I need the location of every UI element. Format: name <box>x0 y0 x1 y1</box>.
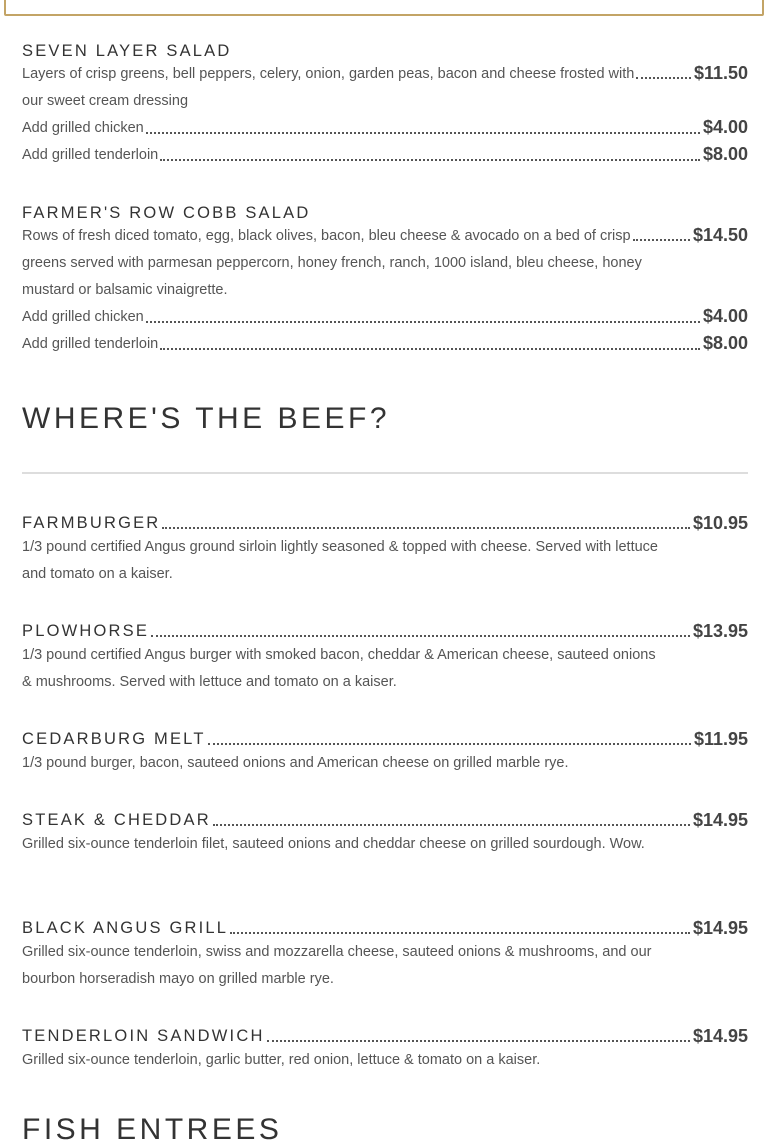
addon-label: Add grilled tenderloin <box>22 147 159 163</box>
dot-leader <box>230 932 690 934</box>
item-price: $14.95 <box>692 810 748 830</box>
dot-leader <box>208 743 691 745</box>
item-description: Grilled six-ounce tenderloin filet, sauteed onions and cheddar cheese on grilled sourdough. Wow. <box>22 836 645 852</box>
item-name: FARMER'S ROW COBB SALAD <box>22 204 311 222</box>
menu-item-plowhorse <box>22 620 748 696</box>
menu-item-tenderloin-sandwich <box>22 1025 748 1074</box>
item-name: STEAK & CHEDDAR <box>22 811 211 829</box>
dot-leader <box>160 159 700 161</box>
item-price: $14.95 <box>692 1026 748 1046</box>
item-description: 1/3 pound certified Angus burger with smoked bacon, cheddar & American cheese, sauteed onions & mushrooms. Served with lettuce and tomato on a kaiser. <box>22 647 656 690</box>
item-price: $11.95 <box>693 729 748 749</box>
dot-leader <box>146 132 700 134</box>
menu-item-cedarburg-melt <box>22 728 748 777</box>
item-name: PLOWHORSE <box>22 622 150 640</box>
addon-label: Add grilled tenderloin <box>22 336 159 352</box>
item-description: 1/3 pound certified Angus ground sirloin lightly seasoned & topped with cheese. Served with lettuce and tomato on a kaiser. <box>22 539 658 582</box>
item-description-continued: our sweet cream dressing <box>22 93 189 109</box>
dot-leader <box>213 824 690 826</box>
dot-leader <box>633 239 690 241</box>
addon-price: $4.00 <box>702 306 748 326</box>
item-price: $14.95 <box>692 918 748 938</box>
section-title-fish-entrees: FISH ENTREES <box>22 1113 283 1146</box>
menu-item-farmburger <box>22 512 748 588</box>
item-description: 1/3 pound burger, bacon, sauteed onions and American cheese on grilled marble rye. <box>22 755 569 771</box>
dot-leader <box>162 527 690 529</box>
section-title-beef: WHERE'S THE BEEF? <box>22 402 391 435</box>
menu-item-steak-cheddar <box>22 809 748 858</box>
item-name: BLACK ANGUS GRILL <box>22 919 229 937</box>
item-name: TENDERLOIN SANDWICH <box>22 1027 265 1045</box>
item-price: $14.50 <box>692 225 748 245</box>
addon-row <box>22 331 748 358</box>
addon-label: Add grilled chicken <box>22 309 144 325</box>
item-name: CEDARBURG MELT <box>22 730 206 748</box>
dot-leader <box>267 1040 690 1042</box>
addon-row <box>22 142 748 169</box>
menu-item-black-angus-grill <box>22 917 748 993</box>
addon-price: $8.00 <box>702 144 748 164</box>
addon-row <box>22 304 748 331</box>
dot-leader <box>151 635 690 637</box>
item-name: SEVEN LAYER SALAD <box>22 42 232 60</box>
item-description: Layers of crisp greens, bell peppers, celery, onion, garden peas, bacon and cheese frosted with <box>22 66 635 82</box>
addon-price: $4.00 <box>702 117 748 137</box>
section-divider <box>22 472 748 474</box>
item-description-continued: greens served with parmesan peppercorn, honey french, ranch, 1000 island, bleu cheese, honey mustard or balsamic vinaigrette. <box>22 255 642 298</box>
item-description: Rows of fresh diced tomato, egg, black olives, bacon, bleu cheese & avocado on a bed of crisp <box>22 228 631 244</box>
dot-leader <box>160 348 700 350</box>
item-price: $11.50 <box>693 63 748 83</box>
item-description: Grilled six-ounce tenderloin, garlic butter, red onion, lettuce & tomato on a kaiser. <box>22 1052 541 1068</box>
dot-leader <box>146 321 700 323</box>
menu-item-cobb-salad <box>22 202 748 358</box>
addon-label: Add grilled chicken <box>22 120 144 136</box>
item-name: FARMBURGER <box>22 514 161 532</box>
item-description: Grilled six-ounce tenderloin, swiss and mozzarella cheese, sauteed onions & mushrooms, and our bourbon horseradish mayo on grilled marble rye. <box>22 944 652 987</box>
dot-leader <box>636 77 691 79</box>
item-price: $10.95 <box>692 513 748 533</box>
item-price: $13.95 <box>692 621 748 641</box>
addon-row <box>22 115 748 142</box>
addon-price: $8.00 <box>702 333 748 353</box>
previous-section-frame <box>4 0 764 16</box>
menu-item-seven-layer-salad <box>22 40 748 169</box>
